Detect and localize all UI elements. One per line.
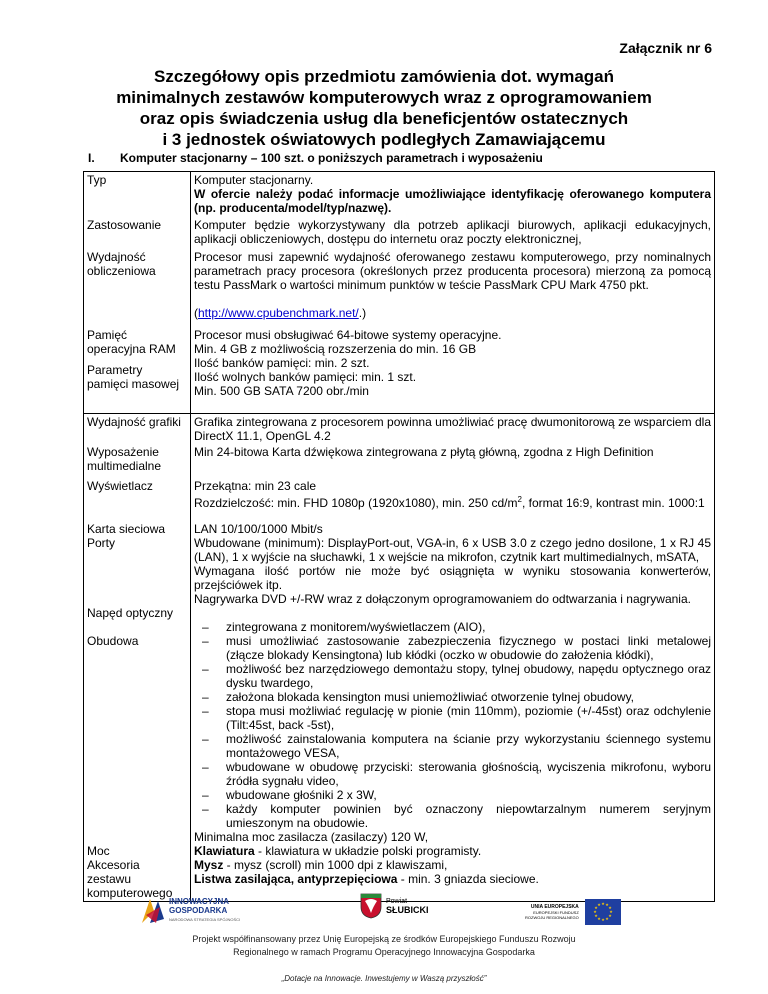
pamiec-line: Min. 4 GB z możliwością rozszerzenia do min. 16 GB	[194, 342, 477, 356]
ue-line1: UNIA EUROPEJSKA	[530, 903, 579, 910]
akcesoria-klawiatura: Klawiatura	[194, 844, 255, 858]
section-heading	[88, 151, 543, 165]
table-row	[84, 172, 715, 414]
link-close: .)	[358, 306, 367, 320]
svg-text:★: ★	[608, 909, 613, 914]
list-item: – możliwość bez narzędziowego demontażu stopy, tylnej obudowy, napędu optycznego oraz dysku twardego,	[194, 662, 711, 690]
label-cell	[84, 172, 191, 414]
pamiec-line: Ilość wolnych banków pamięci: min. 1 szt.	[194, 370, 417, 384]
list-item: – założona blokada kensington musi uniemożliwiać otworzenie tylnej obudowy,	[194, 690, 711, 704]
list-item: – stopa musi możliwiać regulację w pionie (min 110mm), poziomie (+/-45st) oraz odchylenie (Tilt:45st, back -5st),	[194, 704, 711, 732]
label-akcesoria: Akcesoria zestawu komputerowego	[87, 858, 173, 900]
label-pamiec: Pamięć operacyjna RAM	[87, 328, 176, 356]
obudowa-list	[194, 620, 711, 830]
zastosowanie-text: Komputer będzie wykorzystywany dla potrzeb aplikacji biurowych, aplikacji edukacyjnych, aplikacji obliczeniowych, dostępu do internetu oraz poczty elektronicznej,	[194, 218, 711, 246]
typ-line2: W ofercie należy podać informacje umożliwiające identyfikację oferowanego komputera (np. producenta/model/typ/nazwę).	[194, 187, 711, 215]
spec-table	[83, 171, 715, 902]
footer-line1: Projekt współfinansowany przez Unię Europejską ze środków Europejskiego Funduszu Rozwoju	[192, 934, 576, 944]
wyswietlacz-line2: Rozdzielczość: min. FHD 1080p (1920x1080), min. 250 cd/m	[194, 496, 518, 510]
label-cell	[84, 414, 191, 902]
eu-logo	[525, 899, 621, 925]
label-porty: Porty	[87, 536, 116, 550]
label-masowa: Parametry pamięci masowej	[87, 363, 180, 391]
footer-logos	[140, 893, 630, 933]
wydajnosc-text: Procesor musi zapewnić wydajność oferowanego zestawu komputerowego, przy nominalnych parametrach pracy procesora (określonych przez producenta procesora) mierzoną za pomocą testu PassMark o wartości minimum punktów w teście PassMark CPU Mark 4750 pkt.	[194, 250, 711, 292]
svg-text:★: ★	[604, 902, 609, 907]
typ-line1: Komputer stacjonarny.	[194, 173, 314, 187]
label-wydajnosc: Wydajność obliczeniowa	[87, 250, 156, 278]
table-row	[84, 414, 715, 902]
title-line: minimalnych zestawów komputerowych wraz z oprogramowaniem	[116, 88, 652, 107]
akcesoria-mysz: Mysz	[194, 858, 224, 872]
akcesoria-l1: - klawiatura w układzie polski programisty.	[254, 844, 482, 858]
masowa-text: Min. 500 GB SATA 7200 obr./min	[194, 384, 369, 398]
passmark-link[interactable]: http://www.cpubenchmark.net/	[198, 306, 359, 320]
link-open: (	[194, 306, 198, 320]
naped-text: Nagrywarka DVD +/-RW wraz z dołączonym oprogramowaniem do odtwarzania i nagrywania.	[194, 592, 691, 606]
svg-text:★: ★	[604, 916, 609, 921]
grafika-text: Grafika zintegrowana z procesorem powinna umożliwiać pracę dwumonitorową ze wsparciem dla DirectX 11.1, OpenGL 4.2	[194, 415, 711, 443]
footer-line2: Regionalnego w ramach Programu Operacyjnego Innowacyjna Gospodarka	[233, 947, 535, 957]
wyswietlacz-line1: Przekątna: min 23 cale	[194, 479, 317, 493]
title-line: i 3 jednostek oświatowych podległych Zamawiającemu	[162, 130, 606, 149]
value-cell	[191, 414, 715, 902]
label-typ: Typ	[87, 173, 107, 187]
karta-text: LAN 10/100/1000 Mbit/s	[194, 522, 323, 536]
label-grafika: Wydajność grafiki	[87, 415, 181, 429]
title-line: Szczegółowy opis przedmiotu zamówienia dot. wymagań	[153, 67, 614, 86]
svg-text:★: ★	[607, 913, 612, 918]
list-item: – wbudowane głośniki 2 x 3W,	[194, 788, 711, 802]
svg-text:★: ★	[596, 916, 601, 921]
attachment-label: Załącznik nr 6	[619, 40, 712, 56]
document-title	[60, 66, 708, 150]
porty-text2: Wymagana ilość portów nie może być osiągnięta w wyniku stosowania konwerterów, przejściówek itp.	[194, 564, 711, 592]
powiat-slubicki-logo	[360, 893, 429, 919]
list-item: – zintegrowana z monitorem/wyświetlaczem (AIO),	[194, 620, 711, 634]
label-zastosowanie: Zastosowanie	[87, 218, 162, 232]
list-item: – musi umożliwiać zastosowanie zabezpieczenia fizycznego w postaci linki metalowej (złącze blokady Kensingtona) lub kłódki (oczko w obudowie do założenia kłódki),	[194, 634, 711, 662]
value-cell	[191, 172, 715, 414]
svg-text:★: ★	[593, 913, 598, 918]
label-naped: Napęd optyczny	[87, 606, 174, 620]
list-item: – możliwość zainstalowania komputera na ścianie przy wykorzystaniu ściennego systemu montażowego VESA,	[194, 732, 711, 760]
akcesoria-l3: - min. 3 gniazda sieciowe.	[397, 872, 539, 886]
pamiec-line: Ilość banków pamięci: min. 2 szt.	[194, 356, 370, 370]
svg-text:★: ★	[593, 905, 598, 910]
ue-line3: ROZWOJU REGIONALNEGO	[525, 914, 579, 920]
akcesoria-l2: - mysz (scroll) min 1000 dpi z klawiszami,	[223, 858, 448, 872]
list-item: – każdy komputer powinien być oznaczony niepowtarzalnym numerem seryjnym umieszonym na obudowie.	[194, 802, 711, 830]
list-item: – wbudowane w obudowę przyciski: sterowania głośnością, wyciszenia mikrofonu, wyboru źródła sygnału video,	[194, 760, 711, 788]
akcesoria-listwa: Listwa zasilająca, antyprzepięciowa	[194, 872, 398, 886]
label-obudowa: Obudowa	[87, 634, 139, 648]
wyswietlacz-line2b: , format 16:9, kontrast min. 1000:1	[521, 496, 705, 510]
svg-text:★: ★	[600, 901, 605, 906]
footer-slogan: „Dotacje na Innowacje. Inwestujemy w Waszą przyszłość”	[281, 974, 487, 983]
section-title: Komputer stacjonarny – 100 szt. o poniższych parametrach i wyposażeniu	[120, 151, 543, 165]
footer-cofinancing	[0, 933, 768, 959]
eu-flag-icon	[585, 899, 621, 925]
ig-mark-icon	[140, 895, 166, 925]
innowacyjna-gospodarka-logo	[140, 895, 240, 925]
label-moc: Moc	[87, 844, 110, 858]
ig-line2: GOSPODARKA	[169, 905, 228, 915]
svg-text:★: ★	[592, 909, 597, 914]
moc-text: Minimalna moc zasilacza (zasilaczy) 120 W,	[194, 830, 429, 844]
section-number: I.	[88, 151, 95, 165]
ig-line1: INNOWACYJNA	[169, 896, 230, 906]
title-line: oraz opis świadczenia usług dla beneficjentów ostatecznych	[139, 109, 629, 128]
coat-of-arms-icon	[360, 893, 382, 919]
wydajnosc-text2: Procesor musi obsługiwać 64-bitowe systemy operacyjne.	[194, 328, 502, 342]
svg-text:★: ★	[600, 917, 605, 922]
powiat-line1: Powiat	[386, 898, 408, 905]
multimedia-text: Min 24-bitowa Karta dźwiękowa zintegrowana z płytą główną, zgodna z High Definition	[194, 445, 654, 459]
ue-line2: EUROPEJSKI FUNDUSZ	[533, 909, 579, 915]
wyswietlacz-sup: 2	[517, 495, 522, 504]
label-wyswietlacz: Wyświetlacz	[87, 479, 153, 493]
label-multimedia: Wyposażenie multimedialne	[87, 445, 162, 473]
powiat-line2: SŁUBICKI	[386, 905, 429, 915]
svg-text:★: ★	[596, 902, 601, 907]
label-karta: Karta sieciowa	[87, 522, 166, 536]
porty-text1: Wbudowane (minimum): DisplayPort-out, VGA-in, 6 x USB 3.0 z czego jedno dosilone, 1 x RJ 45 (LAN), 1 x wyjście na słuchawki, 1 x wejście na mikrofon, czytnik kart multimedialnych, mSATA,	[194, 536, 711, 564]
svg-text:★: ★	[607, 905, 612, 910]
ig-line3: NARODOWA STRATEGIA SPÓJNOŚCI	[169, 916, 241, 922]
